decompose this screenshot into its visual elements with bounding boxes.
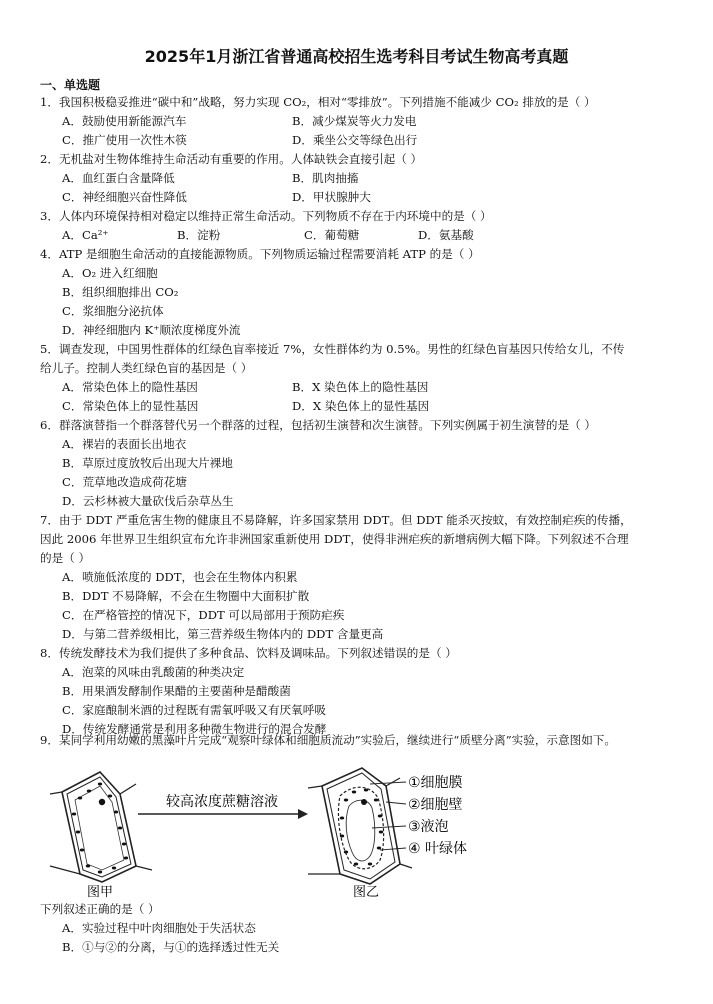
question-3-stem: 3．人体内环境保持相对稳定以维持正常生命活动。下列物质不存在于内环境中的是（ ） <box>40 209 492 223</box>
legend-cell-wall: ②细胞壁 <box>408 797 463 813</box>
cell-a-neighbor-walls <box>50 784 152 874</box>
question-4-stem: 4．ATP 是细胞生命活动的直接能源物质。下列物质运输过程需要消耗 ATP 的是（ ） <box>40 247 480 261</box>
legend-vacuole: ③液泡 <box>408 819 449 835</box>
q9-option-a: A．实验过程中叶肉细胞处于失活状态 <box>62 921 256 935</box>
question-7-stem-line2: 因此 2006 年世界卫生组织宣布允许非洲国家重新使用 DDT，使得非洲疟疾的新增病例大幅下降。下列叙述不合理 <box>40 532 629 546</box>
q3-option-a: A．Ca²⁺ <box>62 228 109 242</box>
question-6-stem: 6．群落演替指一个群落替代另一个群落的过程，包括初生演替和次生演替。下列实例属于初生演替的是（ ） <box>40 418 596 432</box>
q5-option-d: D．X 染色体上的显性基因 <box>292 399 430 413</box>
section-heading: 一、单选题 <box>40 78 101 92</box>
page-title: 2025年1月浙江省普通高校招生选考科目考试生物高考真题 <box>144 47 569 66</box>
legend-cell-membrane: ①细胞膜 <box>408 775 463 791</box>
q6-option-b: B．草原过度放牧后出现大片裸地 <box>62 456 233 470</box>
question-2-stem: 2．无机盐对生物体维持生命活动有重要的作用。人体缺铁会直接引起（ ） <box>40 152 423 166</box>
q4-option-a: A．O₂ 进入红细胞 <box>62 266 158 280</box>
q5-option-c: C．常染色体上的显性基因 <box>62 399 199 413</box>
q3-option-d: D．氨基酸 <box>418 228 474 242</box>
question-8-stem: 8．传统发酵技术为我们提供了多种食品、饮料及调味品。下列叙述错误的是（ ） <box>40 646 457 660</box>
q3-option-c: C．葡萄糖 <box>304 228 360 242</box>
q1-option-a: A．鼓励使用新能源汽车 <box>62 114 187 128</box>
q3-option-b: B．淀粉 <box>177 228 221 242</box>
q8-option-c: C．家庭酿制米酒的过程既有需氧呼吸又有厌氧呼吸 <box>62 703 326 717</box>
question-7-stem-line3: 的是（ ） <box>40 551 91 565</box>
q8-option-b: B．用果酒发酵制作果醋的主要菌种是醋酸菌 <box>62 684 291 698</box>
q7-option-a: A．喷施低浓度的 DDT，也会在生物体内积累 <box>62 570 298 584</box>
q2-option-d: D．甲状腺肿大 <box>292 190 371 204</box>
q2-option-a: A．血红蛋白含量降低 <box>62 171 175 185</box>
q1-option-b: B．减少煤炭等火力发电 <box>292 114 417 128</box>
question-9-stem: 9．某同学利用幼嫩的黑藻叶片完成“观察叶绿体和细胞质流动”实验后，继续进行“质壁分离”实验，示意图如下。 <box>40 733 616 747</box>
question-9-prompt: 下列叙述正确的是（ ） <box>40 902 160 916</box>
plasmolysis-figure <box>40 754 500 902</box>
arrow-label: 较高浓度蔗糖溶液 <box>166 794 278 810</box>
question-7-stem-line1: 7．由于 DDT 严重危害生物的健康且不易降解，许多国家禁用 DDT。但 DDT 能杀灭按蚊，有效控制疟疾的传播， <box>40 513 632 527</box>
q6-option-c: C．荒草地改造成荷花塘 <box>62 475 187 489</box>
q7-option-b: B．DDT 不易降解，不会在生物圈中大面积扩散 <box>62 589 310 603</box>
cell-a-outer-wall <box>62 772 136 882</box>
q6-option-d: D．云杉林被大量砍伐后杂草丛生 <box>62 494 234 508</box>
q8-option-d: D．传统发酵通常是利用多种微生物进行的混合发酵 <box>62 722 327 736</box>
q9-option-b: B．①与②的分离，与①的选择透过性无关 <box>62 940 280 954</box>
figure-label-a: 图甲 <box>86 885 114 900</box>
q5-option-a: A．常染色体上的隐性基因 <box>62 380 198 394</box>
q7-option-d: D．与第二营养级相比，第三营养级生物体内的 DDT 含量更高 <box>62 627 384 641</box>
q4-option-d: D．神经细胞内 K⁺顺浓度梯度外流 <box>62 323 241 337</box>
q4-option-c: C．浆细胞分泌抗体 <box>62 304 164 318</box>
q8-option-a: A．泡菜的风味由乳酸菌的种类决定 <box>62 665 245 679</box>
q1-option-c: C．推广使用一次性木筷 <box>62 133 187 147</box>
cell-b-vacuole <box>346 800 375 861</box>
q6-option-a: A．裸岩的表面长出地衣 <box>62 437 187 451</box>
q7-option-c: C．在严格管控的情况下，DDT 可以局部用于预防疟疾 <box>62 608 345 622</box>
q1-option-d: D．乘坐公交等绿色出行 <box>292 133 418 147</box>
q5-option-b: B．X 染色体上的隐性基因 <box>292 380 429 394</box>
q4-option-b: B．组织细胞排出 CO₂ <box>62 285 179 299</box>
question-5-stem-line1: 5．调查发现，中国男性群体的红绿色盲率接近 7%，女性群体约为 0.5%。男性的红绿色盲基因只传给女儿，不传 <box>40 342 625 356</box>
question-5-stem-line2: 给儿子。控制人类红绿色盲的基因是（ ） <box>40 361 253 375</box>
q2-option-c: C．神经细胞兴奋性降低 <box>62 190 187 204</box>
question-1-stem: 1．我国积极稳妥推进“碳中和”战略，努力实现 CO₂，相对“零排放”。下列措施不能减少 CO₂ 排放的是（ ） <box>40 95 596 109</box>
q2-option-b: B．肌肉抽搐 <box>292 171 359 185</box>
legend-leader-lines <box>370 782 406 850</box>
legend-chloroplast: ④ 叶绿体 <box>408 841 468 857</box>
figure-label-b: 图乙 <box>352 885 380 900</box>
cell-b <box>308 768 412 884</box>
cell-a <box>50 772 152 882</box>
treatment-arrow <box>138 809 308 819</box>
